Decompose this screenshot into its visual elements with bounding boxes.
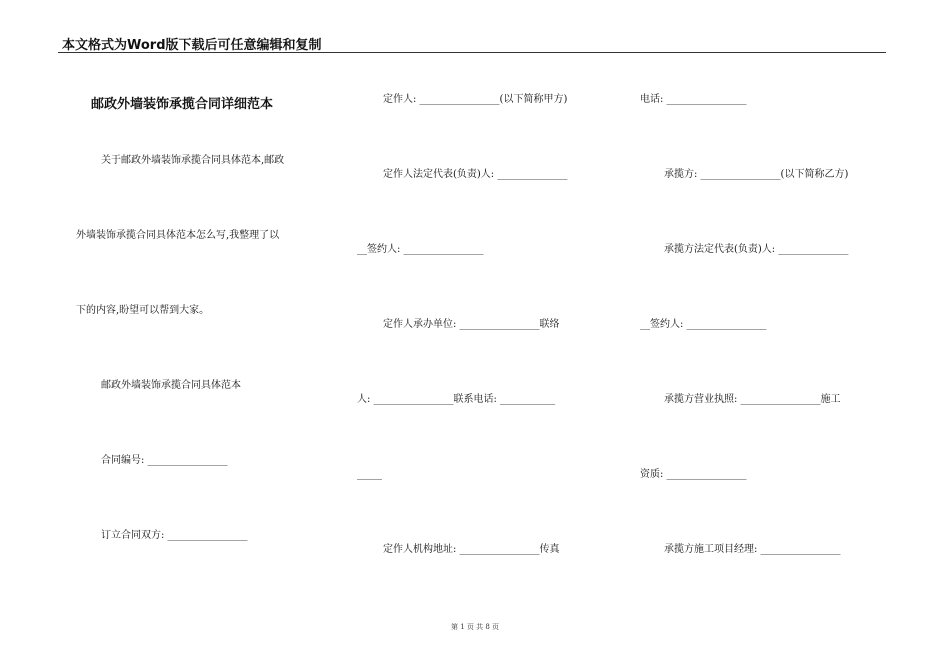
page-number: 第 1 页 共 8 页 bbox=[450, 623, 500, 631]
paragraph-line: 下的内容,盼望可以帮到大家。 bbox=[76, 305, 210, 316]
orderer-unit-field: 定作人承办单位: ________________联络 bbox=[383, 319, 560, 330]
header-divider bbox=[58, 52, 886, 53]
orderer-signatory-field: __签约人: ________________ bbox=[357, 244, 484, 255]
contractor-field: 承揽方: ________________(以下简称乙方) bbox=[664, 169, 849, 180]
contract-number-field: 合同编号: ________________ bbox=[101, 455, 228, 466]
contractor-signatory-field: __签约人: ________________ bbox=[640, 319, 767, 330]
orderer-address-field: 定作人机构地址: ________________传真 bbox=[383, 544, 560, 555]
orderer-legal-rep-field: 定作人法定代表(负责)人: ______________ bbox=[383, 169, 568, 180]
section-heading: 邮政外墙装饰承揽合同具体范本 bbox=[101, 380, 241, 391]
document-header: 本文格式为Word版下载后可任意编辑和复制 bbox=[62, 38, 322, 53]
project-manager-field: 承揽方施工项目经理: ________________ bbox=[664, 544, 841, 555]
contractor-legal-rep-field: 承揽方法定代表(负责)人: ______________ bbox=[664, 244, 849, 255]
orderer-field: 定作人: ________________(以下简称甲方) bbox=[383, 94, 568, 105]
paragraph-line: 关于邮政外墙装饰承揽合同具体范本,邮政 bbox=[101, 155, 285, 166]
contract-parties-field: 订立合同双方: ________________ bbox=[101, 530, 248, 541]
contractor-license-field: 承揽方营业执照: ________________施工 bbox=[664, 394, 841, 405]
qualification-field: 资质: ________________ bbox=[640, 469, 747, 480]
document-title: 邮政外墙装饰承揽合同详细范本 bbox=[91, 97, 274, 112]
continuation-line: _____ bbox=[357, 469, 382, 480]
phone-field: 电话: ________________ bbox=[640, 94, 747, 105]
paragraph-line: 外墙装饰承揽合同具体范本怎么写,我整理了以 bbox=[76, 230, 280, 241]
orderer-contact-field: 人: ________________联系电话: ___________ bbox=[357, 394, 556, 405]
